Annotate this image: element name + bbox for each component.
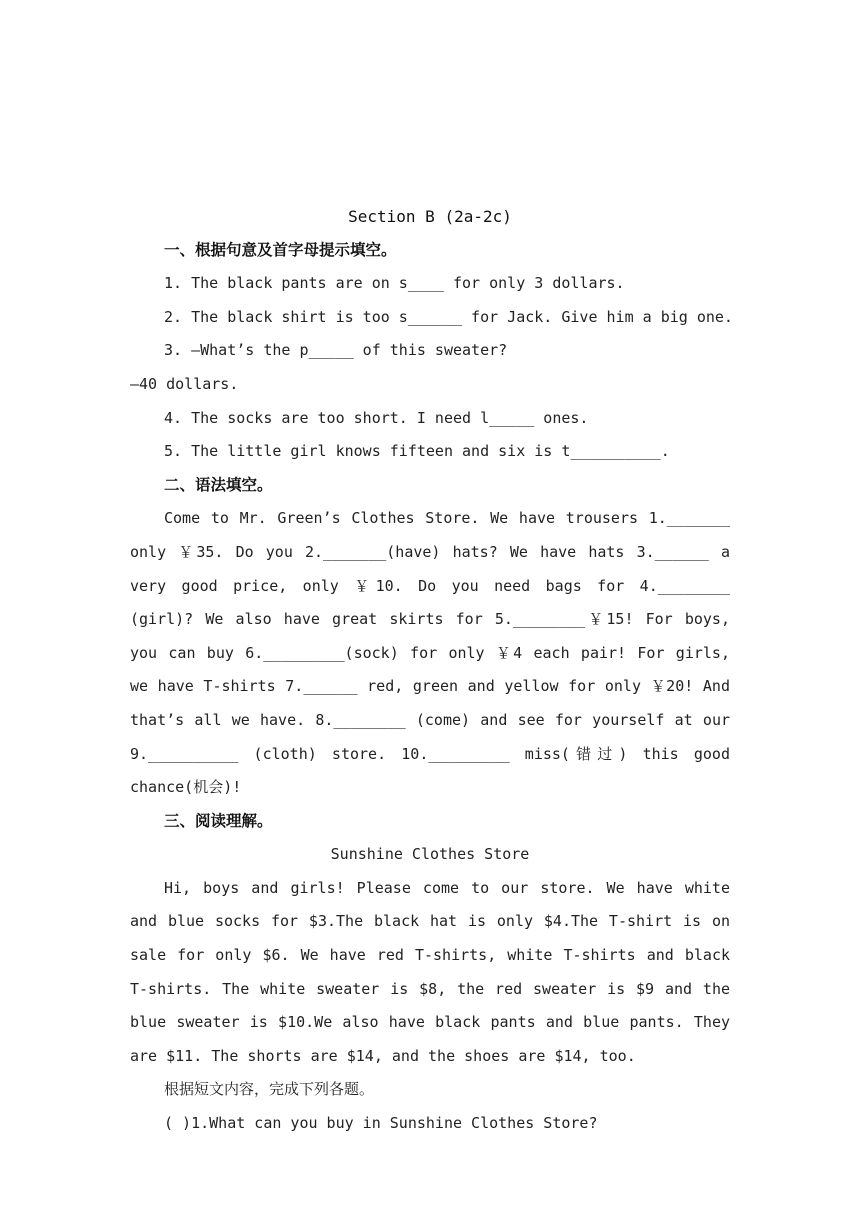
part3-question-1: ( )1.What can you buy in Sunshine Clothes Store? bbox=[164, 1114, 598, 1133]
part3-instruction: 根据短文内容，完成下列各题。 bbox=[164, 1080, 375, 1099]
part2-passage-text: Come to Mr. Green’s Clothes Store. We have trousers 1._______ only ￥35. Do you 2._______(have) hats? We have hats 3.______ a very good price, only ￥10. Do you need bags for 4.________ (girl)? We also have great skirts for 5.________￥15! For boys, you can buy 6._________(sock) for only ￥4 each pair! For girls, we have T-shirts 7.______ red, green and yellow for only ￥20! And that’s all we have. 8.________ (come) and see for yourself at our 9.__________ (cloth) store. 10._________ miss(错过) this good chance(机会)! bbox=[130, 509, 730, 797]
story-title: Sunshine Clothes Store bbox=[330, 845, 530, 864]
part3-passage-text: Hi, boys and girls! Please come to our store. We have white and blue socks for $3.The black hat is only $4.The T-shirt is on sale for only $6. We have red T-shirts, white T-shirts and black T-shirts. The white sweater is $8, the red sweater is $9 and the blue sweater is $10.We also have black pants and blue pants. They are $11. The shorts are $14, and the shoes are $14, too. bbox=[130, 878, 730, 1065]
part2-heading: 二、语法填空。 bbox=[164, 475, 273, 494]
part1-item-3-answer: —40 dollars. bbox=[130, 374, 239, 393]
document-page bbox=[130, 200, 733, 1141]
part1-item-2: 2. The black shirt is too s______ for Jack. Give him a big one. bbox=[164, 307, 733, 326]
part1-item-3: 3. —What’s the p_____ of this sweater? bbox=[164, 341, 508, 360]
part1-item-4: 4. The socks are too short. I need l_____ ones. bbox=[164, 408, 589, 427]
part1-heading: 一、根据句意及首字母提示填空。 bbox=[164, 240, 397, 259]
page-title: Section B (2a-2c) bbox=[348, 207, 512, 226]
part1-item-1: 1. The black pants are on s____ for only 3 dollars. bbox=[164, 274, 625, 293]
part3-heading: 三、阅读理解。 bbox=[164, 811, 273, 830]
part3-passage bbox=[130, 872, 730, 1074]
part1-item-5: 5. The little girl knows fifteen and six is t__________. bbox=[164, 442, 670, 461]
part2-passage bbox=[130, 502, 730, 804]
